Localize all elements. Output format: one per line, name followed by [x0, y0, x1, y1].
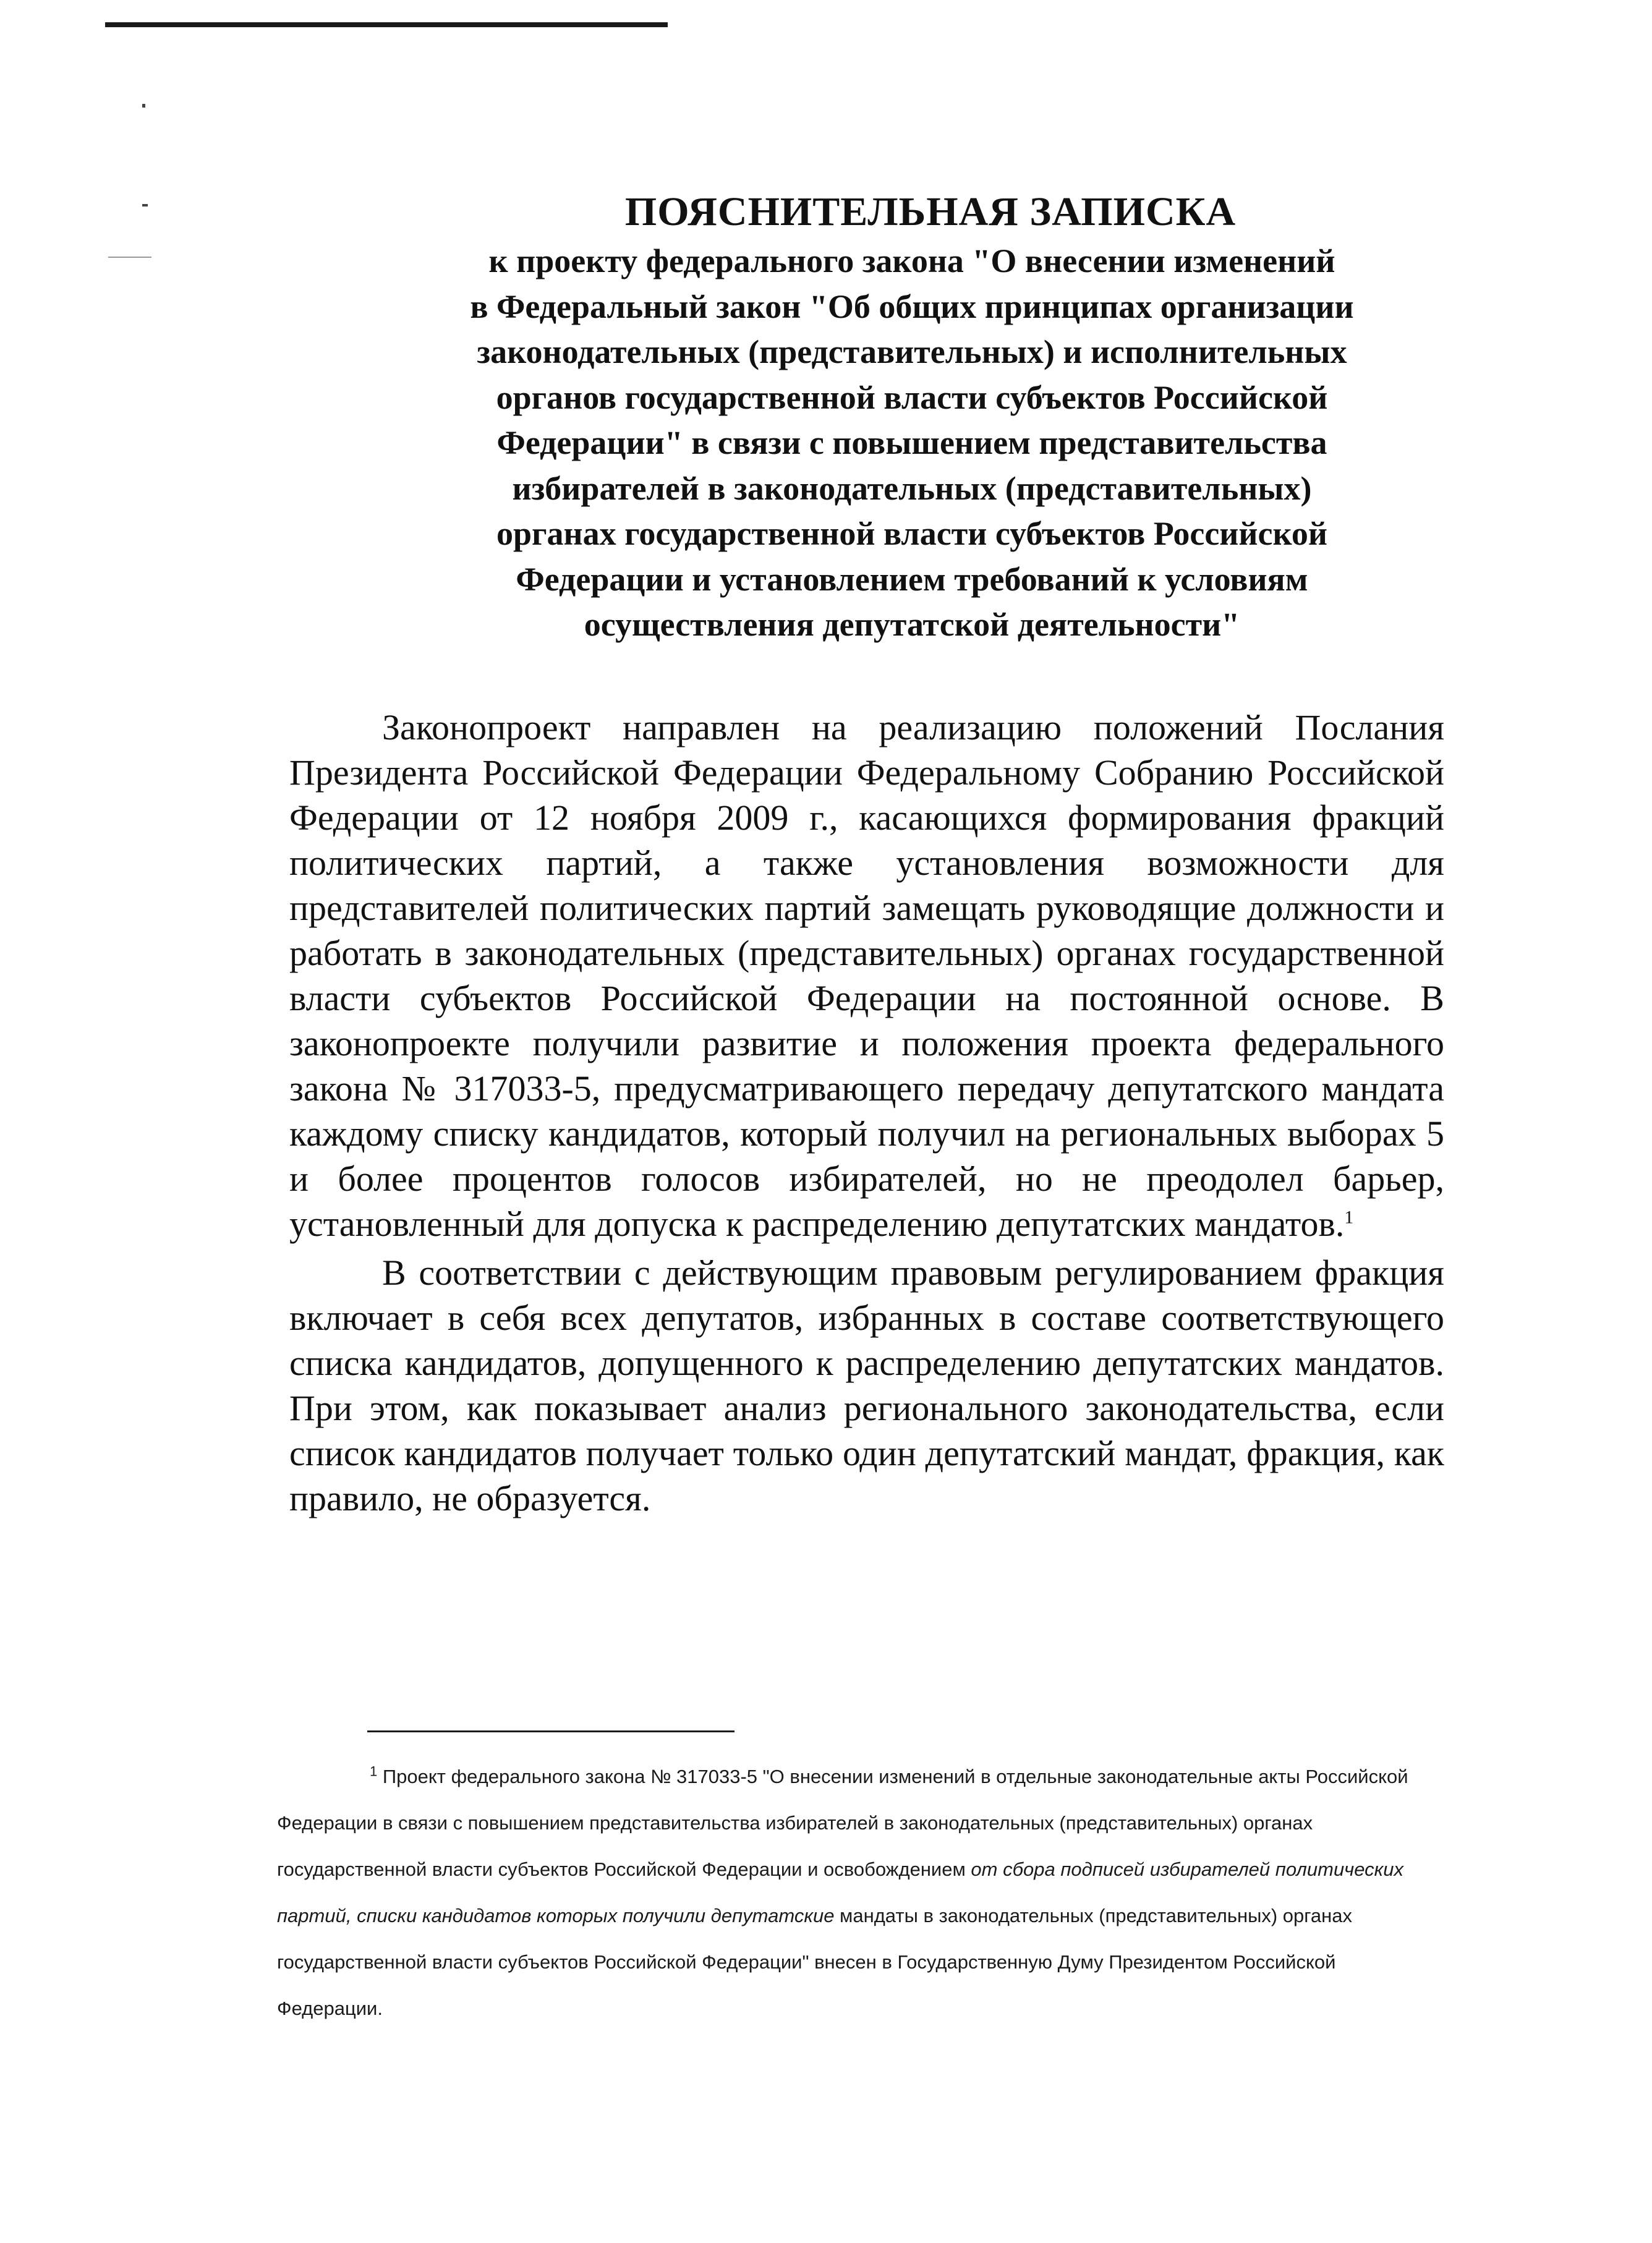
footnote-text-1: Проект федерального закона № 317033-5 "О внесении изменений в отдельные законодательные акты Российской Федерации в связи с повышением представительства избирателей в законодательных (представительных) органах государственной власти субъектов Российской Федерации и освобождением	[277, 1766, 1408, 1880]
body-text	[289, 705, 1444, 1525]
paragraph-1	[289, 705, 1444, 1246]
footnote	[277, 1753, 1427, 2032]
paragraph-1-text: Законопроект направлен на реализацию положений Послания Президента Российской Федерации Федеральному Собранию Российской Федерации от 12 ноября 2009 г., касающихся формирования фракций политических партий, а также установления возможности для представителей политических партий замещать руководящие должности и работать в законодательных (представительных) органах государственной власти субъектов Российской Федерации на постоянной основе. В законопроекте получили развитие и положения проекта федерального закона № 317033-5, предусматривающего передачу депутатского мандата каждому списку кандидатов, который получил на региональных выборах 5 и более процентов голосов избирателей, но не преодолел барьер, установленный для допуска к распределению депутатских мандатов.	[289, 707, 1444, 1244]
document-title: ПОЯСНИТЕЛЬНАЯ ЗАПИСКА	[624, 189, 1237, 234]
footnote-marker: 1	[370, 1763, 378, 1779]
scan-mark	[142, 104, 145, 108]
title-block	[346, 185, 1478, 648]
document-subtitle: к проекту федерального закона "О внесении изменений в Федеральный закон "Об общих принципах организации законодательных (представительных) и исполнительных органов государственной власти субъектов Российской Федерации" в связи с повышением представительства избирателей в законодательных (представительных) органах государственной власти субъектов Российской Федерации и установлением требований к условиям осуществления депутатской деятельности"	[470, 242, 1354, 643]
paragraph-2: В соответствии с действующим правовым регулированием фракция включает в себя всех депутатов, избранных в составе соответствующего списка кандидатов, допущенного к распределению депутатских мандатов. При этом, как показывает анализ регионального законодательства, если список кандидатов получает только один депутатский мандат, фракция, как правило, не образуется.	[289, 1253, 1444, 1518]
footnote-reference: 1	[1344, 1207, 1354, 1228]
scan-mark	[142, 204, 148, 206]
footnote-text-2: от сбора подписей избирателей политических партий, списки кандидатов которых получили депутатские	[277, 1858, 1403, 1926]
top-rule	[105, 22, 668, 27]
scan-mark	[108, 257, 151, 258]
footnote-text-3: мандаты в законодательных (представительных) органах государственной власти субъектов Российской Федерации" внесен в Государственную Думу Президентом Российской Федерации.	[277, 1905, 1353, 2019]
footnote-separator	[367, 1730, 734, 1732]
